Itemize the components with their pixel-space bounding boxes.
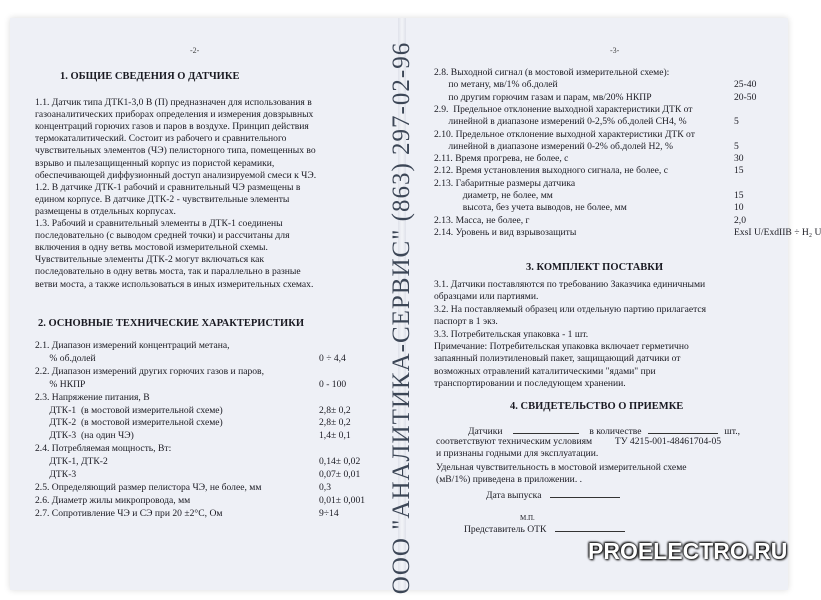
- passport-spread: [10, 18, 821, 595]
- spec-label: по другим горючим газам и парам, мв/20% НКПР: [434, 91, 652, 103]
- spec-label: 2.11. Время прогрева, не более, с: [434, 153, 569, 165]
- text-line: термокаталитический. Состоит из рабочего и сравнительного: [35, 133, 287, 145]
- spec-label: 2.14. Уровень и вид взрывозащиты: [434, 226, 577, 238]
- text-line: 1.3. Рабочий и сравнительный элементы в ДТК-1 соединены: [35, 218, 283, 229]
- right-page: [410, 18, 821, 590]
- spec-label: ДТК-1, ДТК-2: [35, 456, 108, 468]
- text-line: 1.2. В датчике ДТК-1 рабочий и сравнительный ЧЭ размещены в: [35, 181, 301, 193]
- page-number-left: -2-: [190, 46, 200, 55]
- company-stamp: ООО "АНАЛИТИКА-СЕРВИС" (863) 297-02-96: [388, 41, 415, 595]
- spec-label: линейной в диапазоне измерений 0-2% об.долей Н2, %: [434, 140, 673, 152]
- spec-value: 15: [734, 190, 744, 201]
- spec-label: диаметр, не более, мм: [434, 190, 553, 201]
- spec-value: 0 ÷ 4,4: [319, 352, 346, 364]
- cert-blank-date: [550, 488, 620, 498]
- cert-blank-quantity: [648, 424, 718, 434]
- cert-blank-otk: [555, 522, 625, 532]
- spec-label: 2.7. Сопротивление ЧЭ и СЭ при 20 ±2°С, Ом: [35, 507, 223, 519]
- text-line: образцами или партиями.: [434, 291, 539, 303]
- spec-label: 2.8. Выходной сигнал (в мостовой измерительной схеме):: [434, 67, 670, 78]
- text-line: концентраций горючих газов и паров в воздухе. Принцип действия: [35, 121, 309, 133]
- text-line: обеспечивающей диффузионный доступ анализируемой смеси к ЧЭ.: [35, 169, 317, 181]
- spec-label: ДТК-3: [35, 469, 77, 480]
- cert-date-label: Дата выпуска: [486, 490, 542, 501]
- cert-sensors-label: Датчики: [468, 426, 503, 437]
- cert-line-3: и признаны годными для эксплуатации.: [436, 448, 599, 459]
- text-line: 3.1. Датчики поставляются по требованию Заказчика единичными: [434, 279, 706, 290]
- spec-value: 0,3: [319, 481, 331, 493]
- cert-pcs-label: шт.,: [724, 426, 740, 437]
- spec-value: ExsI U/ExdIIB ÷ H₂ U: [734, 226, 821, 238]
- spec-label: линейной в диапазоне измерений 0-2,5% об.долей СН4, %: [434, 116, 687, 128]
- spec-value: 1,4± 0,1: [319, 430, 351, 442]
- text-line: Чувствительные элементы ДТК-2 могут включаться как: [35, 254, 265, 266]
- text-line: транспортировании и последующем хранении.: [434, 378, 626, 390]
- cert-line-4: Удельная чувствительность в мостовой измерительной схеме: [436, 462, 687, 473]
- spec-label: 2.4. Потребляемая мощность, Вт:: [35, 443, 172, 455]
- section-2-title: 2. ОСНОВНЫЕ ТЕХНИЧЕСКИЕ ХАРАКТЕРИСТИКИ: [38, 318, 305, 329]
- cert-blank-number: [513, 424, 579, 434]
- spec-value: 0 - 100: [319, 378, 347, 390]
- spec-label: 2.13. Габаритные размеры датчика: [434, 177, 576, 189]
- spec-value: 0,14± 0,02: [319, 456, 361, 468]
- text-line: Примечание: Потребительская упаковка включает герметично: [434, 341, 689, 352]
- spec-value: 5: [734, 140, 739, 152]
- spec-label: ДТК-2 (в мостовой измерительной схеме): [35, 417, 223, 429]
- spec-label: по метану, мв/1% об.долей: [434, 79, 558, 91]
- spec-value: 0,07± 0,01: [319, 469, 361, 480]
- text-line: возможных отравлений каталитическими "ядами" при: [434, 365, 656, 377]
- spec-label: % об.долей: [35, 352, 96, 364]
- spec-label: 2.3. Напряжение питания, В: [35, 391, 150, 403]
- spec-value: 9÷14: [319, 507, 339, 519]
- spec-value: 2,0: [734, 214, 746, 226]
- spec-value: 10: [734, 202, 744, 214]
- spec-label: ДТК-3 (на один ЧЭ): [35, 430, 134, 442]
- spec-label: высота, без учета выводов, не более, мм: [434, 202, 627, 214]
- cert-line-2: [436, 436, 721, 448]
- spec-value: 30: [734, 153, 744, 165]
- cert-quantity-label: в количестве: [589, 426, 642, 437]
- section-3-title: 3. КОМПЛЕКТ ПОСТАВКИ: [526, 262, 664, 273]
- spec-label: 2.13. Масса, не более, г: [434, 214, 530, 226]
- section-4-title: 4. СВИДЕТЕЛЬСТВО О ПРИЕМКЕ: [510, 401, 684, 412]
- section-1-title: 1. ОБЩИЕ СВЕДЕНИЯ О ДАТЧИКЕ: [60, 71, 240, 82]
- spec-label: 2.10. Предельное отклонение выходной характеристики ДТК от: [434, 128, 695, 140]
- cert-seal-mark: М.П.: [520, 514, 535, 522]
- spec-label: 2.12. Время установления выходного сигнала, не более, с: [434, 165, 668, 177]
- text-line: размещены в отдельных корпусах.: [35, 205, 176, 217]
- spec-value: 20-50: [734, 91, 757, 103]
- spec-value: 2,8± 0,2: [319, 417, 351, 429]
- text-line: запаянный полиэтиленовый пакет, защищающий датчики от: [434, 353, 681, 365]
- spec-label: 2.9. Предельное отклонение выходной характеристики ДТК от: [434, 103, 693, 115]
- spec-label: ДТК-1 (в мостовой измерительной схеме): [35, 404, 223, 416]
- spec-label: 2.6. Диаметр жилы микропровода, мм: [35, 494, 191, 506]
- text-line: ветви моста, а также использоваться в иных измерительных схемах.: [35, 278, 314, 290]
- spec-value: 15: [734, 165, 744, 177]
- text-line: взрыво и пылезащищенный корпус из пористой керамики,: [35, 157, 275, 169]
- page-number-right: -3-: [610, 46, 620, 55]
- cert-conformity: соответствуют техническим условиям: [436, 436, 593, 447]
- text-line: паспорт в 1 экз.: [434, 316, 498, 328]
- cert-date-row: [486, 488, 620, 502]
- text-line: газоаналитических приборах определения и измерения довзрывных: [35, 109, 314, 121]
- text-line: едином корпусе. В датчике ДТК-2 - чувствительные элементы: [35, 193, 290, 205]
- spec-value: 5: [734, 116, 739, 128]
- left-page: [10, 18, 395, 590]
- spec-value: 25-40: [734, 79, 757, 91]
- text-line: 3.2. На поставляемый образец или отдельную партию прилагается: [434, 303, 707, 315]
- cert-line-5: (мВ/1%) приведена в приложении. .: [436, 474, 583, 485]
- spec-label: 2.2. Диапазон измерений других горючих газов и паров,: [35, 365, 264, 377]
- cert-tu-number: ТУ 4215-001-48461704-05: [614, 436, 722, 447]
- spec-label: % НКПР: [35, 378, 86, 390]
- spec-value: 0,01± 0,001: [319, 494, 366, 506]
- text-line: включения в одну ветвь мостовой измерительной схемы.: [35, 242, 268, 254]
- cert-otk-row: [464, 522, 625, 536]
- spec-value: 2,8± 0,2: [319, 404, 351, 416]
- text-line: чувствительных элементов (ЧЭ) пелисторного типа, помещенных во: [35, 145, 316, 157]
- text-line: 1.1. Датчик типа ДТК1-3,0 В (П) предназначен для использования в: [35, 97, 312, 108]
- site-watermark: PROELECTRO.RU: [588, 538, 788, 564]
- spec-label: 2.1. Диапазон измерений концентраций метана,: [35, 340, 230, 351]
- cert-otk-label: Представитель ОТК: [464, 524, 547, 535]
- text-line: 3.3. Потребительская упаковка - 1 шт.: [434, 328, 589, 340]
- spec-label: 2.5. Определяющий размер пелистора ЧЭ, не более, мм: [35, 481, 262, 493]
- text-line: последовательно в одну ветвь моста, так и параллельно в разные: [35, 266, 301, 278]
- text-line: последовательно (с выводом средней точки) и рассчитаны для: [35, 230, 290, 242]
